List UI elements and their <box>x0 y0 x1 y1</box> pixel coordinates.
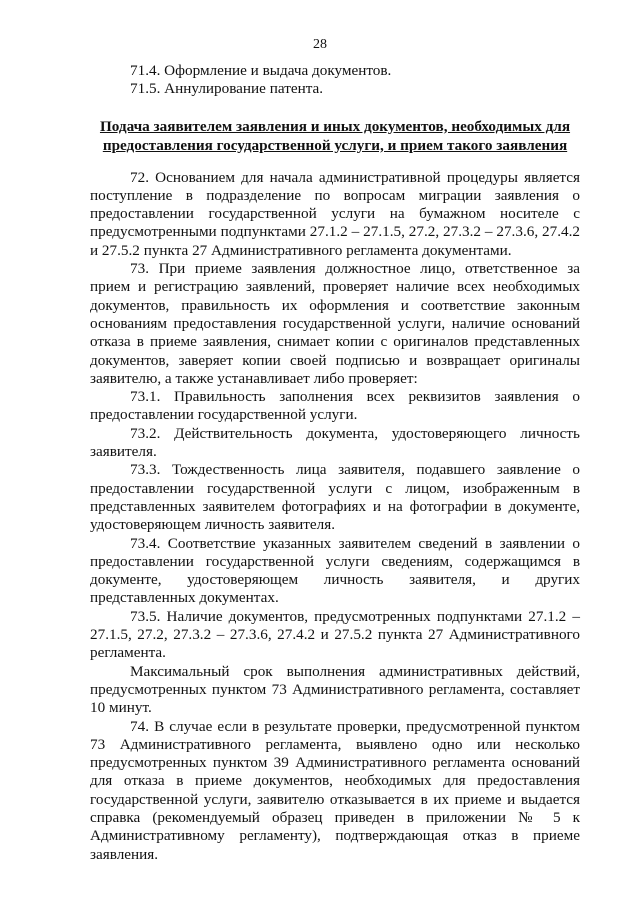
paragraph: Максимальный срок выполнения административных действий, предусмотренных пунктом 73 Административного регламента, составляет 10 минут. <box>90 662 580 717</box>
paragraph: 74. В случае если в результате проверки, предусмотренной пунктом 73 Административного регламента, выявлено одно или несколько предусмотренных пунктом 39 Административного регламента оснований для отказа в приеме документов, необходимых для предоставления государственной услуги, заявителю отказывается в их приеме и выдается справка (рекомендуемый образец приведен в приложении № 5 к Административному регламенту), подтверждающая отказ в приеме заявления. <box>90 717 580 863</box>
page-number: 28 <box>313 37 327 52</box>
paragraph: 73.3. Тождественность лица заявителя, подавшего заявление о предоставлении государственной услуги с лицом, изображенным в представленных заявителем фотографиях и на фотографии в документе, удостоверяющем личность заявителя. <box>90 461 580 534</box>
list-item: 71.5. Аннулирование патента. <box>130 80 324 98</box>
document-body <box>90 62 580 864</box>
paragraph: 73.1. Правильность заполнения всех реквизитов заявления о предоставлении государственной услуги. <box>90 388 580 424</box>
paragraph: 73.2. Действительность документа, удостоверяющего личность заявителя. <box>90 424 580 461</box>
section-heading: Подача заявителем заявления и иных документов, необходимых для предоставления государственной услуги, и прием такого заявления <box>99 117 571 154</box>
paragraph: 72. Основанием для начала административной процедуры является поступление в подразделение по вопросам миграции заявления о предоставлении государственной услуги на бумажном носителе с предусмотренными подпунктами 27.1.2 – 27.1.5, 27.2, 27.3.2 – 27.3.6, 27.4.2 и 27.5.2 пункта 27 Административного регламента документами. <box>90 168 580 259</box>
paragraph: 73.4. Соответствие указанных заявителем сведений в заявлении о предоставлении государственной услуги сведениям, содержащимся в документе, удостоверяющем личность заявителя, и других представленных документах. <box>90 534 580 607</box>
paragraph: 73.5. Наличие документов, предусмотренных подпунктами 27.1.2 – 27.1.5, 27.2, 27.3.2 – 27.3.6, 27.4.2 и 27.5.2 пункта 27 Административного регламента. <box>90 607 580 662</box>
list-item: 71.4. Оформление и выдача документов. <box>130 62 392 79</box>
paragraph: 73. При приеме заявления должностное лицо, ответственное за прием и регистрацию заявлений, проверяет наличие всех необходимых документов, правильность их оформления и соответствие законным основаниям предоставления государственной услуги, наличие оснований отказа в приеме заявления, снимает копии с оригиналов представленных документов, заверяет копии своей подписью и возвращает оригиналы заявителю, а также устанавливает либо проверяет: <box>90 260 580 387</box>
